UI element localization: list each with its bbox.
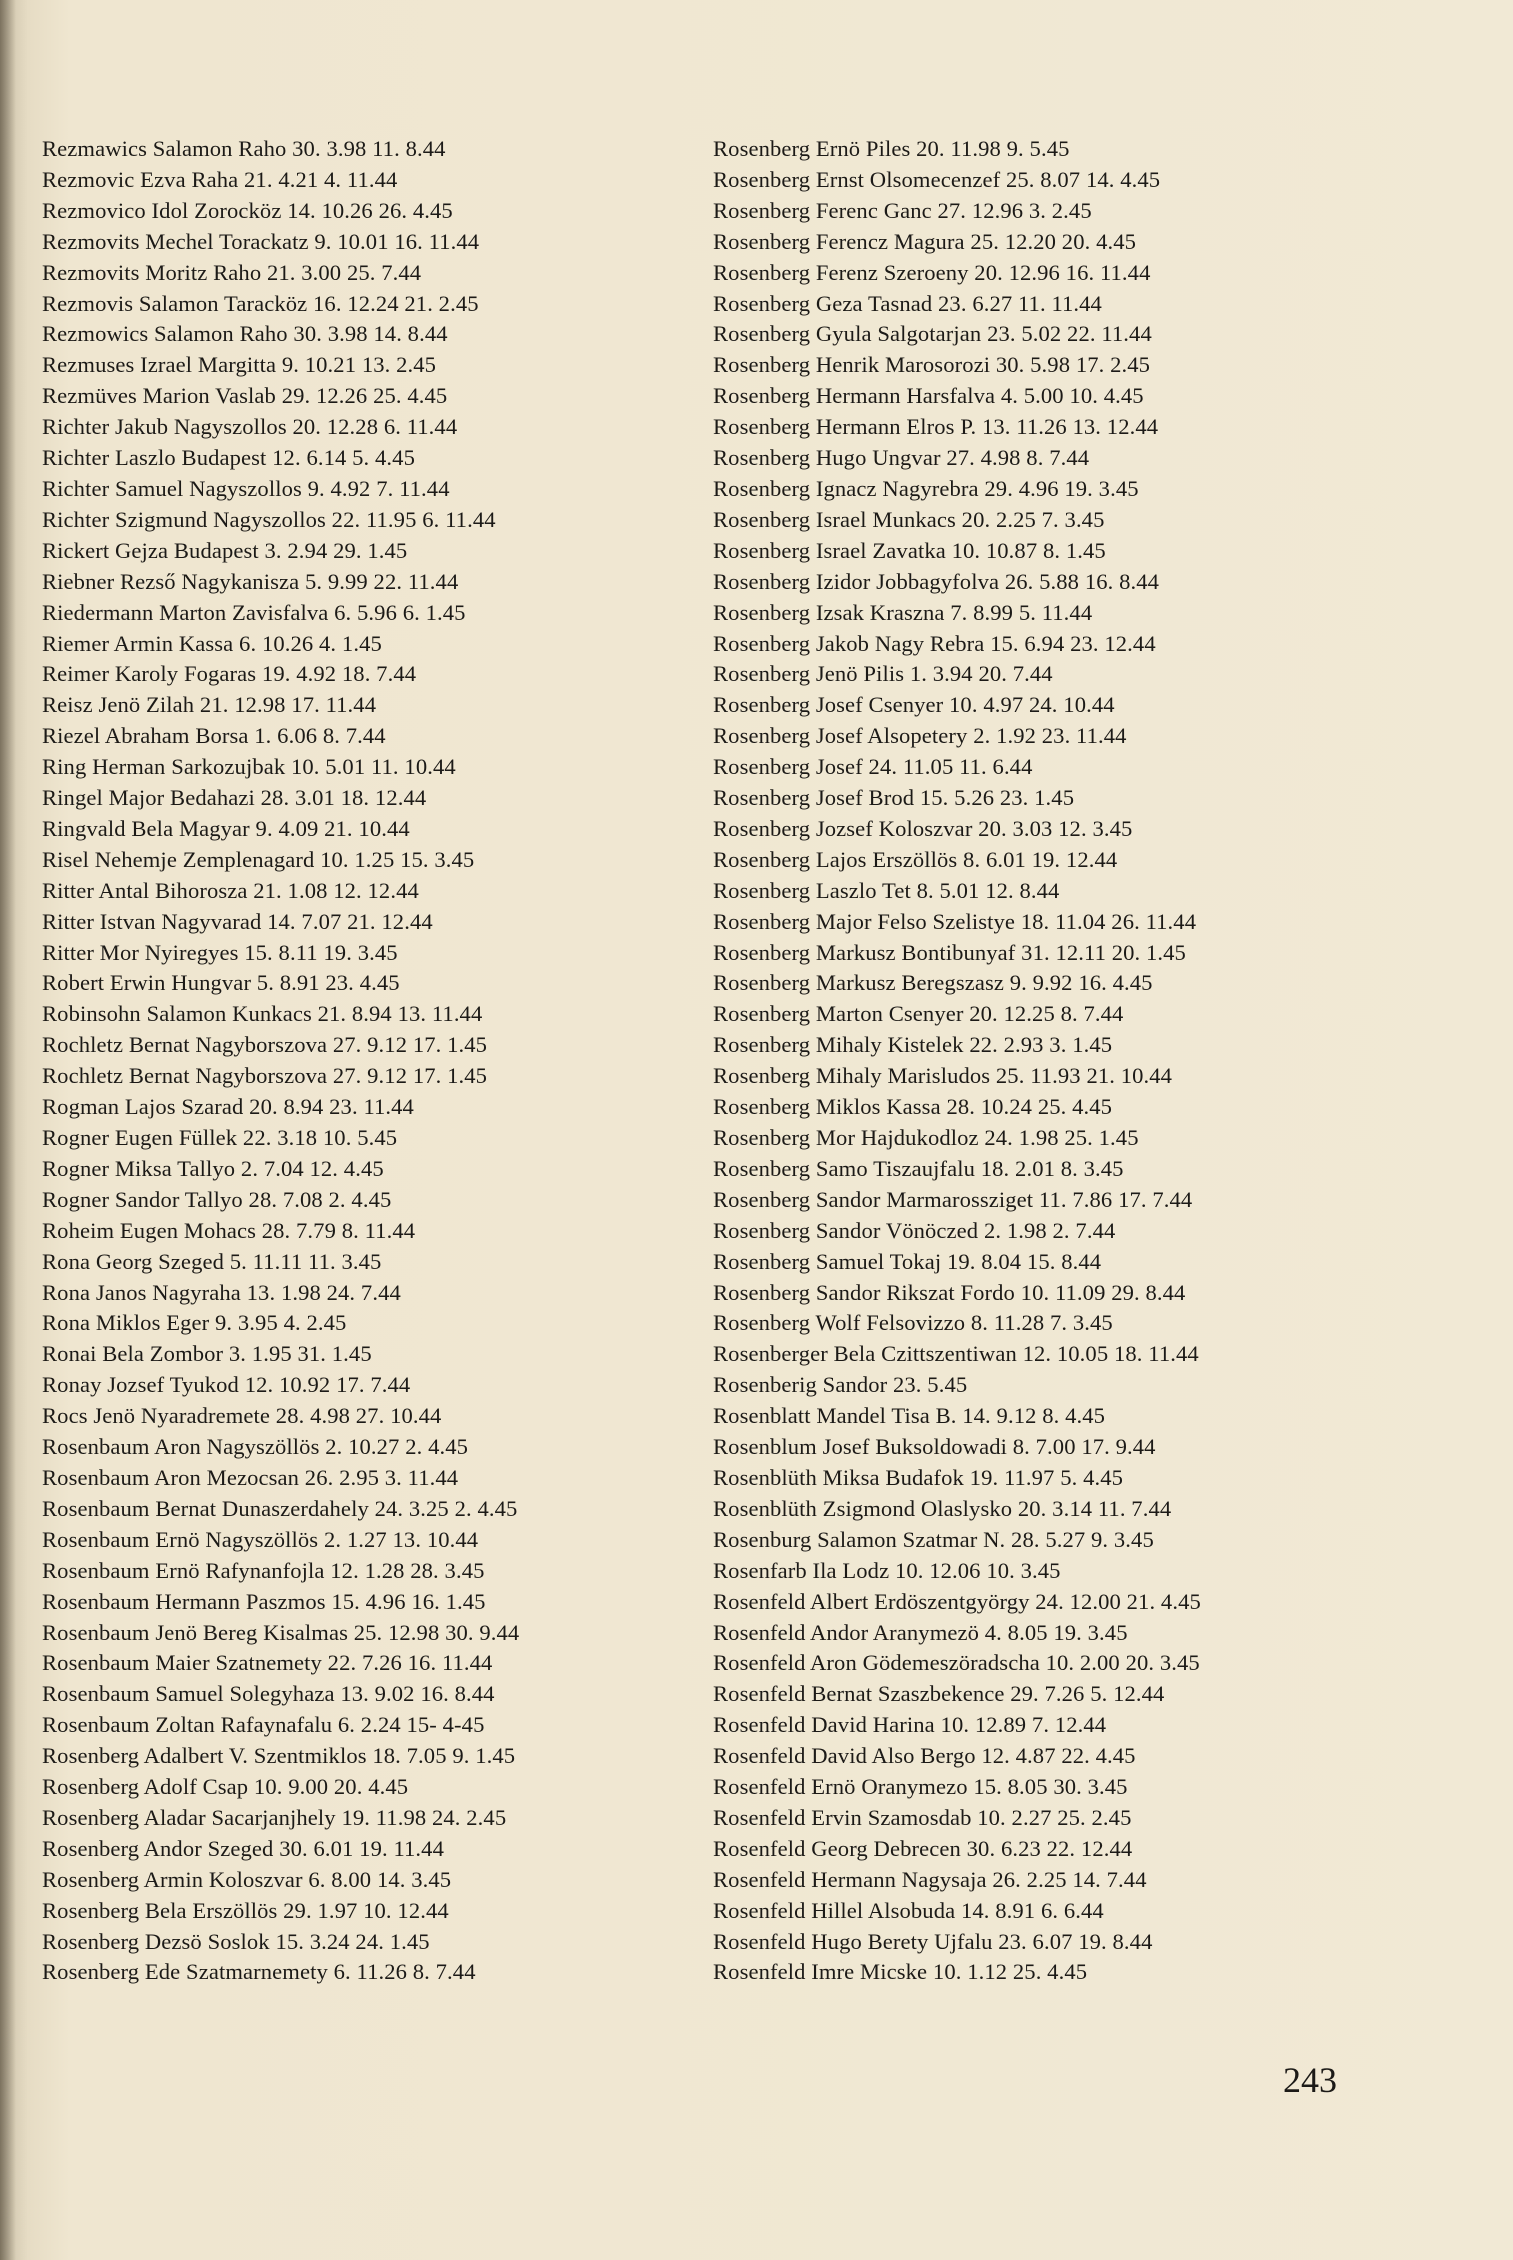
list-entry: Rosenbaum Zoltan Rafaynafalu 6. 2.24 15- 4-45 [42,1712,485,1738]
list-entry: Rosenblatt Mandel Tisa B. 14. 9.12 8. 4.45 [713,1403,1106,1429]
list-entry: Rosenfeld Hugo Berety Ujfalu 23. 6.07 19. 8.44 [713,1928,1153,1954]
list-entry: Rosenberg Adalbert V. Szentmiklos 18. 7.05 9. 1.45 [42,1743,516,1769]
list-entry: Rosenberg Ignacz Nagyrebra 29. 4.96 19. 3.45 [713,475,1139,501]
list-entry: Rosenbaum Jenö Bereg Kisalmas 25. 12.98 30. 9.44 [42,1619,520,1645]
list-entry: Rosenfeld Hillel Alsobuda 14. 8.91 6. 6.44 [713,1897,1104,1923]
list-entry: Richter Samuel Nagyszollos 9. 4.92 7. 11.44 [42,475,450,501]
list-entry: Rona Janos Nagyraha 13. 1.98 24. 7.44 [42,1279,401,1305]
list-entry: Rocs Jenö Nyaradremete 28. 4.98 27. 10.44 [42,1403,442,1429]
list-entry: Rosenfeld Imre Micske 10. 1.12 25. 4.45 [713,1959,1088,1985]
list-entry: Rosenbaum Aron Nagyszöllös 2. 10.27 2. 4.45 [42,1434,469,1460]
list-entry: Rosenberg Hugo Ungvar 27. 4.98 8. 7.44 [713,445,1090,471]
list-entry: Rezmowics Salamon Raho 30. 3.98 14. 8.44 [42,321,448,347]
list-entry: Rosenberg Samo Tiszaujfalu 18. 2.01 8. 3.45 [713,1155,1124,1181]
list-entry: Rona Miklos Eger 9. 3.95 4. 2.45 [42,1310,347,1336]
list-entry: Rosenberg Miklos Kassa 28. 10.24 25. 4.45 [713,1094,1113,1120]
list-entry: Rosenbaum Ernö Rafynanfojla 12. 1.28 28. 3.45 [42,1557,485,1583]
list-entry: Rosenberg Sandor Rikszat Fordo 10. 11.09 29. 8.44 [713,1279,1186,1305]
list-entry: Ringvald Bela Magyar 9. 4.09 21. 10.44 [42,815,410,841]
list-entry: Risel Nehemje Zemplenagard 10. 1.25 15. 3.45 [42,846,475,872]
list-entry: Robinsohn Salamon Kunkacs 21. 8.94 13. 11.44 [42,1001,483,1027]
list-entry: Rosenberg Jenö Pilis 1. 3.94 20. 7.44 [713,661,1053,687]
list-entry: Riemer Armin Kassa 6. 10.26 4. 1.45 [42,630,382,656]
list-entry: Rosenberg Lajos Erszöllös 8. 6.01 19. 12.44 [713,846,1118,872]
list-entry: Riezel Abraham Borsa 1. 6.06 8. 7.44 [42,723,386,749]
list-entry: Rosenburg Salamon Szatmar N. 28. 5.27 9. 3.45 [713,1526,1154,1552]
page-number: 243 [1283,2060,1337,2100]
list-entry: Richter Jakub Nagyszollos 20. 12.28 6. 11.44 [42,414,458,440]
list-entry: Rosenblum Josef Buksoldowadi 8. 7.00 17. 9.44 [713,1434,1156,1460]
list-entry: Rosenberg Sandor Marmarossziget 11. 7.86 17. 7.44 [713,1186,1193,1212]
list-entry: Rosenbaum Aron Mezocsan 26. 2.95 3. 11.44 [42,1464,459,1490]
list-entry: Rosenberger Bela Czittszentiwan 12. 10.05 18. 11.44 [713,1341,1199,1367]
list-entry: Rezmawics Salamon Raho 30. 3.98 11. 8.44 [42,136,446,161]
list-entry: Rosenblüth Miksa Budafok 19. 11.97 5. 4.45 [713,1464,1124,1490]
list-entry: Rosenfarb Ila Lodz 10. 12.06 10. 3.45 [713,1557,1061,1583]
list-entry: Rosenfeld David Harina 10. 12.89 7. 12.44 [713,1712,1107,1738]
list-entry: Rosenberg Markusz Beregszasz 9. 9.92 16. 4.45 [713,970,1153,996]
list-entry: Rona Georg Szeged 5. 11.11 11. 3.45 [42,1248,382,1274]
left-column [42,134,742,1988]
list-entry: Rosenberg Samuel Tokaj 19. 8.04 15. 8.44 [713,1248,1102,1274]
list-entry: Rosenberg Hermann Elros P. 13. 11.26 13. 12.44 [713,414,1159,440]
list-entry: Rosenberg Bela Erszöllös 29. 1.97 10. 12.44 [42,1897,449,1923]
list-entry: Rezmuses Izrael Margitta 9. 10.21 13. 2.45 [42,352,437,378]
list-entry: Reisz Jenö Zilah 21. 12.98 17. 11.44 [42,692,377,718]
list-entry: Ronay Jozsef Tyukod 12. 10.92 17. 7.44 [42,1372,411,1398]
list-entry: Rosenbaum Hermann Paszmos 15. 4.96 16. 1.45 [42,1588,486,1614]
list-entry: Rosenberg Henrik Marosorozi 30. 5.98 17. 2.45 [713,352,1151,378]
list-entry: Rogner Sandor Tallyo 28. 7.08 2. 4.45 [42,1186,392,1212]
list-entry: Rosenberg Israel Munkacs 20. 2.25 7. 3.45 [713,506,1105,532]
list-entry: Rosenberg Josef Alsopetery 2. 1.92 23. 11.44 [713,723,1127,749]
list-entry: Reimer Karoly Fogaras 19. 4.92 18. 7.44 [42,661,417,687]
list-entry: Rosenberg Wolf Felsovizzo 8. 11.28 7. 3.45 [713,1310,1113,1336]
list-entry: Rosenfeld Bernat Szaszbekence 29. 7.26 5. 12.44 [713,1681,1165,1707]
list-entry: Rosenberg Andor Szeged 30. 6.01 19. 11.44 [42,1835,444,1861]
list-entry: Rosenfeld Ernö Oranymezo 15. 8.05 30. 3.45 [713,1774,1128,1800]
list-entry: Rezmovis Salamon Taracköz 16. 12.24 21. 2.45 [42,290,479,316]
list-entry: Ritter Mor Nyiregyes 15. 8.11 19. 3.45 [42,939,398,965]
list-entry: Rochletz Bernat Nagyborszova 27. 9.12 17. 1.45 [42,1063,488,1089]
list-entry: Riebner Rezső Nagykanisza 5. 9.99 22. 11.44 [42,568,459,594]
list-entry: Rosenfeld Hermann Nagysaja 26. 2.25 14. 7.44 [713,1866,1147,1892]
list-entry: Rosenberig Sandor 23. 5.45 [713,1372,968,1398]
list-entry: Rosenfeld David Also Bergo 12. 4.87 22. 4.45 [713,1743,1136,1769]
list-entry: Rosenberg Laszlo Tet 8. 5.01 12. 8.44 [713,877,1060,903]
list-entry: Rosenfeld Aron Gödemeszöradscha 10. 2.00 20. 3.45 [713,1650,1200,1676]
spine-shadow [0,0,16,2260]
list-entry: Rogner Eugen Füllek 22. 3.18 10. 5.45 [42,1125,398,1150]
list-entry: Rosenberg Dezsö Soslok 15. 3.24 24. 1.45 [42,1928,430,1954]
list-entry: Rosenberg Aladar Sacarjanjhely 19. 11.98 24. 2.45 [42,1804,507,1830]
list-entry: Ronai Bela Zombor 3. 1.95 31. 1.45 [42,1341,372,1367]
list-entry: Rezmovico Idol Zorocköz 14. 10.26 26. 4.45 [42,197,453,223]
list-entry: Rosenberg Hermann Harsfalva 4. 5.00 10. 4.45 [713,383,1144,409]
list-entry: Rosenberg Armin Koloszvar 6. 8.00 14. 3.45 [42,1866,452,1892]
list-entry: Riedermann Marton Zavisfalva 6. 5.96 6. 1.45 [42,599,466,625]
list-entry: Rosenblüth Zsigmond Olaslysko 20. 3.14 11. 7.44 [713,1495,1172,1521]
list-entry: Rosenberg Ferencz Magura 25. 12.20 20. 4.45 [713,228,1137,254]
list-entry: Richter Laszlo Budapest 12. 6.14 5. 4.45 [42,445,415,471]
list-entry: Rezmüves Marion Vaslab 29. 12.26 25. 4.45 [42,383,448,409]
list-entry: Rosenberg Ferenz Szeroeny 20. 12.96 16. 11.44 [713,259,1151,285]
list-entry: Rezmovits Moritz Raho 21. 3.00 25. 7.44 [42,259,422,285]
list-entry: Roheim Eugen Mohacs 28. 7.79 8. 11.44 [42,1217,416,1243]
list-entry: Rosenbaum Maier Szatnemety 22. 7.26 16. 11.44 [42,1650,493,1676]
list-entry: Rochletz Bernat Nagyborszova 27. 9.12 17. 1.45 [42,1032,488,1058]
list-entry: Rosenfeld Albert Erdöszentgyörgy 24. 12.00 21. 4.45 [713,1588,1201,1614]
list-entry: Rosenbaum Bernat Dunaszerdahely 24. 3.25 2. 4.45 [42,1495,518,1521]
list-entry: Rosenberg Josef Csenyer 10. 4.97 24. 10.44 [713,692,1115,718]
list-entry: Rezmovits Mechel Torackatz 9. 10.01 16. 11.44 [42,228,480,254]
list-entry: Rosenberg Izsak Kraszna 7. 8.99 5. 11.44 [713,599,1093,625]
list-entry: Rosenberg Josef Brod 15. 5.26 23. 1.45 [713,785,1075,811]
list-entry: Rezmovic Ezva Raha 21. 4.21 4. 11.44 [42,166,398,192]
list-entry: Rosenbaum Ernö Nagyszöllös 2. 1.27 13. 10.44 [42,1526,479,1552]
right-column [713,134,1413,1988]
list-entry: Rosenberg Jakob Nagy Rebra 15. 6.94 23. 12.44 [713,630,1156,656]
list-entry: Ritter Antal Bihorosza 21. 1.08 12. 12.44 [42,877,419,903]
list-entry: Rosenberg Israel Zavatka 10. 10.87 8. 1.45 [713,537,1106,563]
list-entry: Rickert Gejza Budapest 3. 2.94 29. 1.45 [42,537,408,563]
list-entry: Rosenberg Geza Tasnad 23. 6.27 11. 11.44 [713,290,1102,316]
list-entry: Rogman Lajos Szarad 20. 8.94 23. 11.44 [42,1094,414,1120]
list-entry: Rosenberg Adolf Csap 10. 9.00 20. 4.45 [42,1774,409,1800]
list-entry: Ritter Istvan Nagyvarad 14. 7.07 21. 12.44 [42,908,433,934]
list-entry: Rosenberg Ernst Olsomecenzef 25. 8.07 14. 4.45 [713,166,1161,192]
list-entry: Rosenberg Ede Szatmarnemety 6. 11.26 8. 7.44 [42,1959,476,1985]
list-entry: Rosenberg Mihaly Kistelek 22. 2.93 3. 1.45 [713,1032,1113,1058]
list-entry: Rosenberg Izidor Jobbagyfolva 26. 5.88 16. 8.44 [713,568,1160,594]
list-entry: Rosenfeld Ervin Szamosdab 10. 2.27 25. 2.45 [713,1804,1132,1830]
list-entry: Rosenfeld Andor Aranymezö 4. 8.05 19. 3.45 [713,1619,1128,1645]
list-entry: Rogner Miksa Tallyo 2. 7.04 12. 4.45 [42,1155,384,1181]
list-entry: Rosenberg Ferenc Ganc 27. 12.96 3. 2.45 [713,197,1092,223]
list-entry: Rosenberg Mihaly Marisludos 25. 11.93 21. 10.44 [713,1063,1173,1089]
list-entry: Ringel Major Bedahazi 28. 3.01 18. 12.44 [42,785,427,811]
list-entry: Rosenberg Ernö Piles 20. 11.98 9. 5.45 [713,136,1070,161]
list-entry: Rosenberg Marton Csenyer 20. 12.25 8. 7.44 [713,1001,1124,1027]
list-entry: Rosenberg Gyula Salgotarjan 23. 5.02 22. 11.44 [713,321,1152,347]
list-entry: Rosenberg Markusz Bontibunyaf 31. 12.11 20. 1.45 [713,939,1186,965]
list-entry: Rosenberg Major Felso Szelistye 18. 11.04 26. 11.44 [713,908,1197,934]
list-entry: Rosenberg Josef 24. 11.05 11. 6.44 [713,754,1033,780]
list-entry: Robert Erwin Hungvar 5. 8.91 23. 4.45 [42,970,400,996]
list-entry: Rosenberg Jozsef Koloszvar 20. 3.03 12. 3.45 [713,815,1133,841]
list-entry: Ring Herman Sarkozujbak 10. 5.01 11. 10.44 [42,754,456,780]
list-entry: Rosenberg Sandor Vönöczed 2. 1.98 2. 7.44 [713,1217,1116,1243]
list-entry: Rosenfeld Georg Debrecen 30. 6.23 22. 12.44 [713,1835,1133,1861]
list-entry: Rosenberg Mor Hajdukodloz 24. 1.98 25. 1.45 [713,1125,1139,1150]
list-entry: Richter Szigmund Nagyszollos 22. 11.95 6. 11.44 [42,506,496,532]
list-entry: Rosenbaum Samuel Solegyhaza 13. 9.02 16. 8.44 [42,1681,495,1707]
